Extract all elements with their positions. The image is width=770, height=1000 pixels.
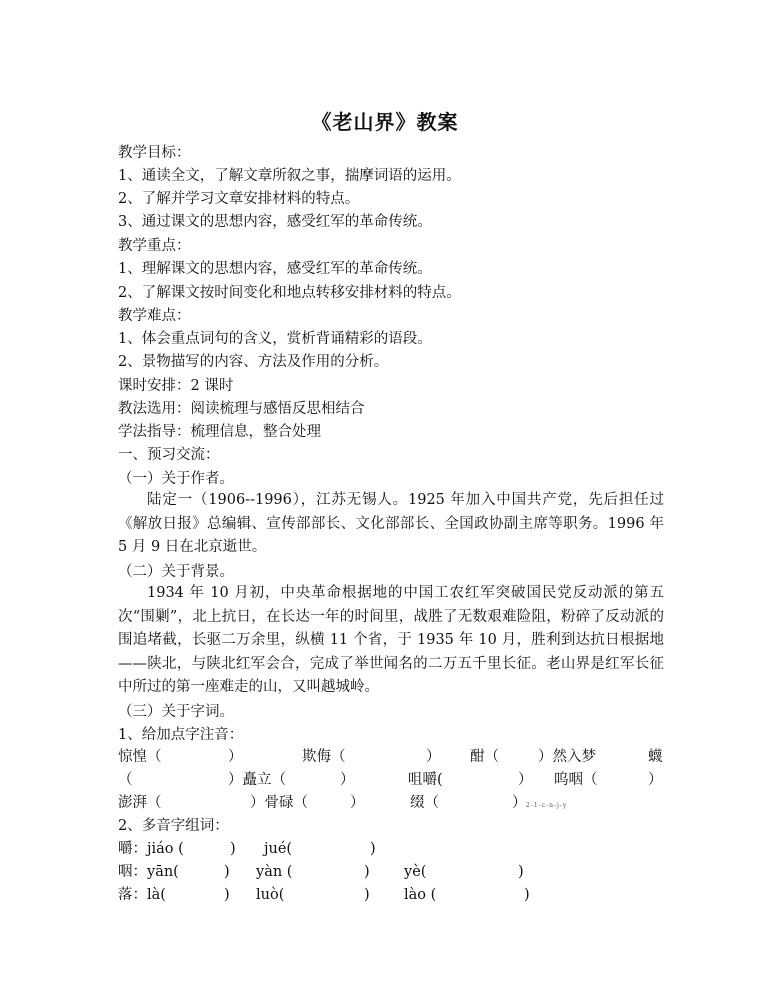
pinyin-prompt: ）矗立（ (228, 772, 286, 788)
objective-item: 3、通过课文的思想内容，感受红军的革命传统。 (118, 214, 432, 230)
blank-close: ) (518, 864, 524, 880)
blank-close: ） (426, 749, 441, 765)
background-heading: （二）关于背景。 (118, 564, 234, 580)
study-method-line: 学法指导：梳理信息，整合处理 (118, 424, 321, 440)
polyphone-prompt: 咽：yān( (118, 864, 179, 880)
author-paragraph: 陆定一（1906--1996），江苏无锡人。1925 年加入中国共产党，先后担任过《解放日报》总编辑、宣传部部长、文化部部长、全国政协副主席等职务。1996 年 5 月 9 日在北京逝世。 (118, 492, 664, 555)
difficulty-item: 2、景物描写的内容、方法及作用的分析。 (118, 354, 389, 370)
key-point-item: 2、了解课文按时间变化和地点转移安排材料的特点。 (118, 285, 461, 301)
blank-close: ) (364, 864, 370, 880)
blank-open: （ (118, 772, 133, 788)
pinyin-prompt: 咀嚼( (408, 772, 443, 788)
schedule-line: 课时安排：2 课时 (118, 378, 234, 394)
blank-close: ） (350, 795, 365, 811)
key-point-item: 1、理解课文的思想内容，感受红军的革命传统。 (118, 261, 432, 277)
blank-close: ） (648, 772, 663, 788)
watermark-note: 2-1-c-n-j-y (526, 802, 568, 809)
polyphone-heading: 2、多音字组词： (118, 818, 229, 834)
pinyin-prompt: ）然入梦 (538, 749, 596, 765)
blank-close: ) (370, 841, 376, 857)
polyphone-prompt: yè( (404, 864, 427, 880)
blank-close: ) (224, 864, 230, 880)
polyphone-row (118, 861, 664, 883)
pinyin-row (118, 769, 664, 791)
pinyin-prompt: ）骨碌（ (250, 795, 308, 811)
objectives-heading: 教学目标： (118, 145, 191, 161)
vocab-heading: （三）关于字词。 (118, 704, 234, 720)
pinyin-row (118, 792, 664, 814)
blank-close: ） (340, 772, 355, 788)
polyphone-prompt: yàn ( (256, 864, 293, 880)
blank-close: ) (230, 841, 236, 857)
objective-item: 1、通读全文，了解文章所叙之事，揣摩词语的运用。 (118, 168, 461, 184)
polyphone-prompt: 落：là( (118, 887, 166, 903)
pinyin-prompt: 惊惶（ (118, 749, 162, 765)
blank-close: ） (512, 795, 527, 811)
blank-close: ) (524, 887, 530, 903)
section-heading: 一、预习交流： (118, 447, 220, 463)
polyphone-prompt: lào ( (404, 887, 437, 903)
pinyin-prompt: 呜咽（ (554, 772, 598, 788)
background-paragraph: 1934 年 10 月初，中央革命根据地的中国工农红军突破国民党反动派的第五次“围剿”，北上抗日，在长达一年的时间里，战胜了无数艰难险阻，粉碎了反动派的围追堵截，长驱二万余里，纵横 11 个省，于 1935 年 10 月，胜利到达抗日根据地——陕北，与陕北红军会合，完成了举世闻名的二万五千里长征。老山界是红军长征中所过的第一座难走的山，又叫越城岭。 (118, 585, 664, 695)
blank-close: ） (518, 772, 533, 788)
difficulties-heading: 教学难点： (118, 308, 191, 324)
polyphone-prompt: jué( (264, 841, 293, 857)
pinyin-prompt: 酣（ (470, 749, 499, 765)
teaching-method-line: 教法选用：阅读梳理与感悟反思相结合 (118, 401, 365, 417)
pinyin-prompt: 欺侮（ (302, 749, 346, 765)
pinyin-prompt: 澎湃（ (118, 795, 162, 811)
blank-close: ） (228, 749, 243, 765)
pinyin-prompt: 缀（ (410, 795, 439, 811)
author-heading: （一）关于作者。 (118, 471, 234, 487)
polyphone-row (118, 838, 664, 860)
objective-item: 2、了解并学习文章安排材料的特点。 (118, 191, 360, 207)
polyphone-prompt: luò( (256, 887, 285, 903)
key-points-heading: 教学重点： (118, 238, 191, 254)
difficulty-item: 1、体会重点词句的含义，赏析背诵精彩的语段。 (118, 331, 432, 347)
page-title: 《老山界》教案 (311, 110, 459, 134)
polyphone-prompt: 嚼：jiáo ( (118, 841, 184, 857)
pinyin-row (118, 746, 664, 768)
blank-close: ) (364, 887, 370, 903)
blank-close: ) (224, 887, 230, 903)
pinyin-heading: 1、给加点字注音： (118, 727, 244, 743)
polyphone-row (118, 884, 664, 906)
pinyin-prompt: 蠛 (648, 749, 663, 765)
